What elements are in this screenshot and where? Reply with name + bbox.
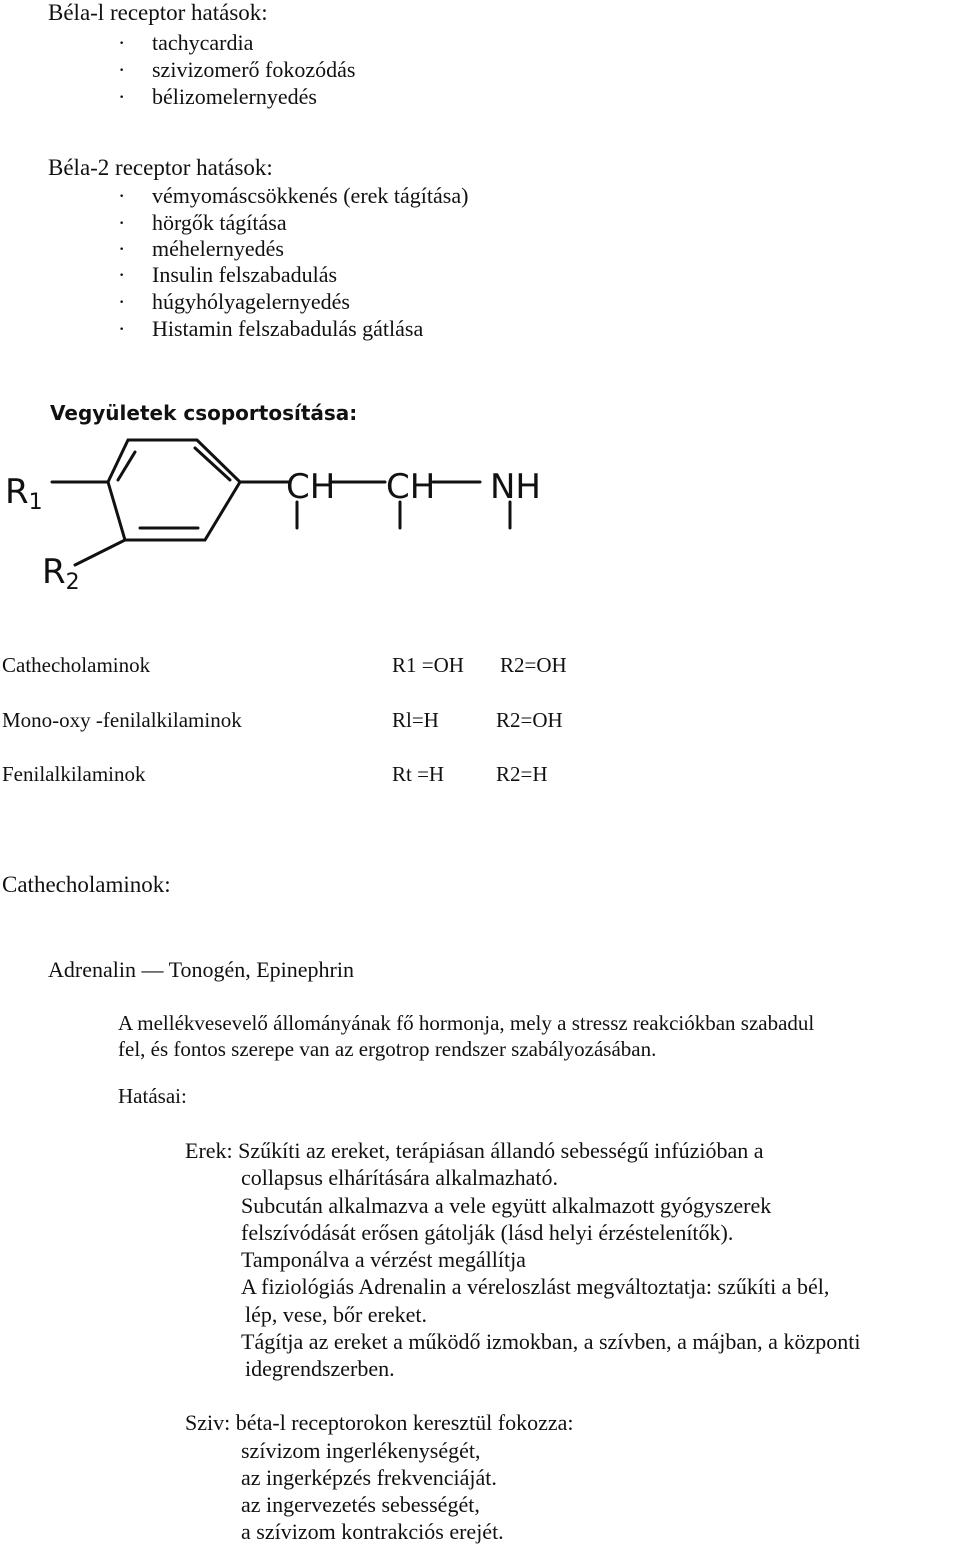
list-item: vémyomáscsökkenés (erek tágítása)	[152, 183, 469, 208]
chemical-structure-diagram	[0, 390, 600, 600]
group-r1: Rt =H	[392, 762, 445, 786]
bullet: ·	[118, 57, 126, 82]
structure-title: Vegyületek csoportosítása:	[50, 401, 358, 425]
text-line: a szívizom kontrakciós erejét.	[241, 1519, 504, 1544]
section-heading: Cathecholaminok:	[2, 872, 171, 897]
bullet: ·	[118, 84, 126, 109]
bullet: ·	[118, 210, 126, 235]
text-line: A fiziológiás Adrenalin a véreloszlást megváltoztatja: szűkíti a bél,	[241, 1274, 830, 1299]
adrenalin-line: Adrenalin — Tonogén, Epinephrin	[48, 957, 354, 982]
description-line: fel, és fontos szerepe van az ergotrop rendszer szabályozásában.	[118, 1037, 657, 1061]
beta1-heading: Béla-l receptor hatások:	[48, 0, 268, 25]
group-name: Fenilalkilaminok	[2, 762, 146, 786]
text-line: collapsus elhárítására alkalmazható.	[241, 1165, 559, 1190]
group-r2: R2=H	[496, 762, 548, 786]
list-item: hörgők tágítása	[152, 210, 287, 235]
text-line: Tamponálva a vérzést megállítja	[241, 1247, 526, 1272]
text-line: Sziv: béta-l receptorokon keresztül fokozza:	[185, 1410, 574, 1435]
group-r1: R1 =OH	[392, 653, 464, 677]
list-item: húgyhólyagelernyedés	[152, 289, 350, 314]
text-line: Tágítja az ereket a működő izmokban, a szívben, a májban, a központi	[241, 1329, 861, 1354]
text-line: idegrendszerben.	[245, 1356, 395, 1381]
list-item: Histamin felszabadulás gátlása	[152, 316, 424, 341]
r1-label: R1	[5, 472, 43, 515]
list-item: bélizomelernyedés	[152, 84, 317, 109]
text-line: felszívódását erősen gátolják (lásd helyi érzéstelenítők).	[241, 1220, 734, 1245]
text-line: Erek: Szűkíti az ereket, terápiásan állandó sebességű infúzióban a	[185, 1138, 764, 1163]
bullet: ·	[118, 30, 126, 55]
ch-label: CH	[286, 467, 336, 507]
group-r2: R2=OH	[500, 653, 567, 677]
r2-label: R2	[42, 552, 80, 595]
group-name: Cathecholaminok	[2, 653, 151, 677]
description-line: A mellékvesevelő állományának fő hormonja, mely a stressz reakciókban szabadul	[118, 1011, 815, 1035]
benzene-ring	[52, 440, 510, 565]
bullet: ·	[118, 316, 126, 341]
nh-label: NH	[490, 467, 541, 507]
ch-label: CH	[386, 467, 436, 507]
group-r1: Rl=H	[392, 708, 439, 732]
text-line: az ingervezetés sebességét,	[241, 1492, 480, 1517]
bullet: ·	[118, 262, 126, 287]
effects-label: Hatásai:	[118, 1084, 187, 1108]
bullet: ·	[118, 236, 126, 261]
bullet: ·	[118, 183, 126, 208]
text-line: szívizom ingerlékenységét,	[241, 1438, 481, 1463]
list-item: Insulin felszabadulás	[152, 262, 338, 287]
text-line: az ingerképzés frekvenciáját.	[241, 1465, 497, 1490]
list-item: méhelernyedés	[152, 236, 284, 261]
group-name: Mono-oxy -fenilalkilaminok	[2, 708, 242, 732]
text-line: lép, vese, bőr ereket.	[245, 1302, 428, 1327]
list-item: szivizomerő fokozódás	[152, 57, 356, 82]
group-r2: R2=OH	[496, 708, 563, 732]
beta2-heading: Béla-2 receptor hatások:	[48, 155, 273, 180]
list-item: tachycardia	[152, 30, 254, 55]
bullet: ·	[118, 289, 126, 314]
text-line: Subcután alkalmazva a vele együtt alkalmazott gyógyszerek	[241, 1193, 772, 1218]
